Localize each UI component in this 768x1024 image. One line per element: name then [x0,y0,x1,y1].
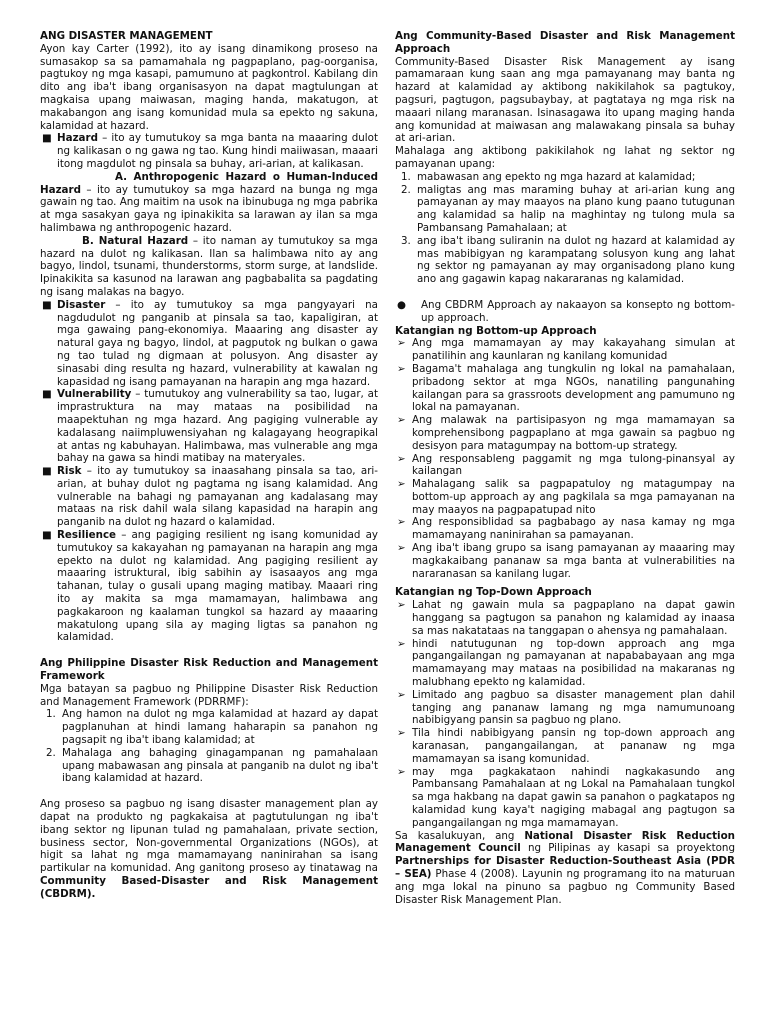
arrow-bullet-icon: ➢ [397,765,406,778]
arrow-bullet-icon: ➢ [397,688,406,701]
arrow-bullet-icon: ➢ [397,542,406,555]
top-down-item-text: Limitado ang pagbuo sa disaster management plan dahil tanging ang pananaw lamang ng mga namumunoang nabibigyang pansin sa pagbuo ng plano. [412,688,735,727]
term-definition: – tumutukoy ang vulnerability sa tao, lugar, at imprastruktura na may mataas na posibilidad na maapektuhan ng mga hazard. Ang pagiging vulnerable ay kadalasang naiimpluwensiyahan ng kalagayang heograpikal at antas ng kabuhayan. Halimbawa, mas vulnerable ang mga bahay na gawa sa hindi matibay na materyales. [57,388,378,465]
closing-text: ng Pilipinas ay kasapi sa proyektong [520,842,735,855]
participation-item-text: ang iba't ibang suliranin na dulot ng hazard at kalamidad ay mas mabibigyan ng karampatang solusyon kung ang lahat ng sektor ng pamayanan ay may organisadong plano kung ano ang gagawin kapag nakararanas ng kalamidad. [417,234,735,286]
square-bullet-icon: ■ [42,298,52,311]
arrow-bullet-icon: ➢ [397,362,406,375]
arrow-bullet-icon: ➢ [397,637,406,650]
left-column [40,30,378,901]
term-definition: – ang pagiging resilient ng isang komunidad ay tumutukoy sa kakayahan ng pamayanan na harapin ang mga epekto na dulot ng kalamidad. Ang pagiging resilient ay maaaring istruktural, ibig sabihin ay isasaayos ang mga tahanan, tulay o gusali upang maging matibay. Maaari ring ito ay makita sa mga mamamayan, halimbawa ang pagkakaroon ng kaalaman tungkol sa hazard ay maaaring makatulong upang sila ay maging ligtas sa panahon ng kalamidad. [57,529,378,644]
framework-closing [40,798,378,900]
participation-item-text: mabawasan ang epekto ng mga hazard at kalamidad; [417,170,696,183]
list-item [395,542,735,580]
closing-paragraph [395,830,735,907]
terms-list [40,299,378,645]
top-down-item-text: may mga pagkakataon nahindi nagkakasundo ang Pambansang Pamahalaan at ng Lokal na Pamahalaan tungkol sa mga hakbang na dapat gawin sa panahon o pagkatapos ng kalamidad kung kaya't nagiging mabagal ang pagtugon sa pangangailangan ng mga mamamayan. [412,765,735,829]
cbdrm-note: Ang CBDRM Approach ay nakaayon sa konsepto ng bottom-up approach. [421,298,735,324]
arrow-bullet-icon: ➢ [397,414,406,427]
list-item-term [40,388,378,465]
arrow-bullet-icon: ➢ [397,337,406,350]
top-down-item-text: Tila hindi nabibigyang pansin ng top-down approach ang karanasan, pangangailangan, at pananaw ng mga mamamayan sa isang komunidad. [412,727,735,765]
list-item [395,638,735,689]
natural-label: B. Natural Hazard [82,234,189,247]
term-label: Risk [57,465,82,478]
list-item: 2. maligtas ang mas maraming buhay at ari-arian kung ang pamayanan ay may maayos na plano kung paano tutugunan ang kalamidad sa halip na maghintay ng tulong mula sa Pambansang Pamahalaan; at [401,183,735,234]
top-down-item-text: hindi natutugunan ng top-down approach ang mga pangangailangan ng pamayanan at napababayaan ang mga mamamayang may mataas na posibilidad na makaranas ng malubhang epekto ng kalamidad. [412,637,735,689]
arrow-bullet-icon: ➢ [397,478,406,491]
top-down-list [395,599,735,829]
participation-item-text: maligtas ang mas maraming buhay at ari-arian kung ang pamayanan ay may maayos na plano kung paano tutugunan ang kalamidad sa halip na maghintay ng tulong mula sa Pambansang Pamahalaan; at [417,183,735,234]
framework-intro: Mga batayan sa pagbuo ng Philippine Disaster Risk Reduction and Management Framework (PDRRMF): [40,682,378,708]
list-item [395,689,735,727]
list-item-hazard [40,132,378,170]
pdr-sea-term: Partnerships for Disaster Reduction-Southeast Asia (PDR – SEA) [395,855,735,880]
list-item-term [40,465,378,529]
list-item-term [40,299,378,389]
list-item [395,299,735,325]
arrow-bullet-icon: ➢ [397,727,406,740]
section-title: ANG DISASTER MANAGEMENT [40,30,213,42]
list-item [395,599,735,637]
anthropogenic-label: A. Anthropogenic Hazard o Human-Induced Hazard [40,170,378,196]
cbdrm-term: Community Based-Disaster and Risk Management (CBDRM). [40,875,378,900]
top-down-heading: Katangian ng Top-Down Approach [395,586,592,599]
list-item [395,453,735,479]
bottom-up-heading: Katangian ng Bottom-up Approach [395,324,597,337]
cbdrm-heading: Ang Community-Based Disaster and Risk Management Approach [395,30,735,55]
bottom-up-item-text: Ang malawak na partisipasyon ng mga mamamayan sa komprehensibong pagpaplano at mga gawain sa pagbuo ng desisyon para matagumpay na bottom-up strategy. [412,414,735,452]
list-item [395,727,735,765]
list-item: 1. Ang hamon na dulot ng mga kalamidad at hazard ay dapat pagplanuhan at hindi lamang haharapin sa panahon ng pagsapit ng iba't ibang kalamidad; at [46,708,378,747]
bottom-up-list [395,337,735,580]
definition-hazard: – ito ay tumutukoy sa mga banta na maaaring dulot ng kalikasan o ng gawa ng tao. Kung hindi maiiwasan, maaari itong magdulot ng pinsala sa buhay, ari-arian, at kalikasan. [57,132,378,170]
list-item [395,516,735,542]
closing-text: Ang proseso sa pagbuo ng isang disaster management plan ay dapat na produkto ng pagkakaisa at pagtutulungan ng iba't ibang sektor ng lipunan tulad ng pamahalaan, private section, business sector, Non-governmental Organizations (NGOs), at higit sa lahat ng mga mamamayang naninirahan sa isang partikular na komunidad. Ang ganitong proseso ay tinatawag na [40,798,378,875]
natural-paragraph [40,235,378,299]
participation-list [395,171,735,286]
framework-heading: Ang Philippine Disaster Risk Reduction and Management Framework [40,657,378,683]
bottom-up-item-text: Ang responsableng paggamit ng mga tulong-pinansyal ay kailangan [412,452,735,478]
arrow-bullet-icon: ➢ [397,599,406,612]
anthropogenic-paragraph [40,171,378,235]
list-item [395,766,735,830]
participation-intro: Mahalaga ang aktibong pakikilahok ng lahat ng sektor ng pamayanan upang: [395,145,735,170]
bottom-up-item-text: Ang mga mamamayan ay may kakayahang simulan at panatilihin ang kaunlaran ng kanilang komunidad [412,337,735,363]
list-item: 3. ang iba't ibang suliranin na dulot ng hazard at kalamidad ay mas mabibigyan ng karampatang solusyon kung ang lahat ng sektor ng pamayanan ay may organisadong plano kung ano ang gagawin kapag nakararanas ng kalamidad. [401,234,735,286]
term-definition: – ito ay tumutukoy sa mga pangyayari na nagdudulot ng panganib at pinsala sa tao, kapaligiran, at mga gawaing pang-ekonomiya. Maaaring ang disaster ay natural gaya ng bagyo, lindol, at pagputok ng bulkan o gawa ng tao tulad ng digmaan at polusyon. Ang disaster ay sinasabi ding resulta ng hazard, vulnerability at kawalan ng kapasidad ng isang pamayanan na harapin ang mga hazard. [57,298,378,388]
right-column [395,30,735,906]
closing-text: Phase 4 (2008). Layunin ng programang ito na maturuan ang mga lokal na pinuno sa pagbuo ng Community Based Disaster Risk Management Plan. [395,868,736,906]
list-item [395,337,735,363]
term-label: Resilience [57,529,117,542]
framework-list [40,708,378,785]
anthropogenic-text: – ito ay tumutukoy sa mga hazard na bunga ng mga gawain ng tao. Ang maitim na usok na ibinubuga ng mga pabrika at mga sasakyan gaya ng ipinakikita sa larawan ay ilan sa mga halimbawa ng anthropogenic hazard. [40,183,378,234]
cbdrm-intro: Community-Based Disaster Risk Management ay isang pamamaraan kung saan ang mga pamayanang may banta ng hazard at kalamidad ay aktibong nakikilahok sa pagtukoy, pagsuri, pagtugon, pagsubaybay, at pagtataya ng mga risk na maaari nilang maranasan. Isinasagawa ito upang maging handa ang komunidad at maiwasan ang malawakang pinsala sa buhay at ari-arian. [395,55,735,145]
cbdrm-note-list [395,299,735,325]
hazard-list [40,132,378,170]
square-bullet-icon: ■ [42,388,52,401]
term-label: Vulnerability [57,388,132,401]
list-item: 1. mabawasan ang epekto ng mga hazard at kalamidad; [401,170,696,183]
term-hazard: Hazard [57,132,98,145]
list-item: 2. Mahalaga ang bahaging ginagampanan ng pamahalaan upang mabawasan ang pinsala at panganib na dulot ng iba't ibang kalamidad at hazard. [46,746,378,785]
natural-text: – ito naman ay tumutukoy sa mga hazard na dulot ng kalikasan. Ilan sa halimbawa nito ay ang bagyo, lindol, tsunami, thunderstorms, storm surge, at landslide. Ipinakikita sa kasunod na larawan ang pagbabalita sa pagdating ng isang malakas na bagyo. [40,234,378,298]
square-bullet-icon: ■ [42,529,52,542]
square-bullet-icon: ■ [42,132,52,145]
arrow-bullet-icon: ➢ [397,516,406,529]
ndrrmc-term: National Disaster Risk Reduction Management Council [395,829,735,855]
list-item [395,363,735,414]
bottom-up-item-text: Mahalagang salik sa pagpapatuloy ng matagumpay na bottom-up approach ay ang pagkilala sa mga pamayanan na may maayos na pagpapatupad nito [412,478,735,516]
top-down-item-text: Lahat ng gawain mula sa pagpaplano na dapat gawin hanggang sa pagtugon sa panahon ng kalamidad ay inaasa sa mas nakatataas na tanggapan o ahensya ng pamahalaan. [412,599,735,637]
term-definition: – ito ay tumutukoy sa inaasahang pinsala sa tao, ari-arian, at buhay dulot ng pagtama ng isang kalamidad. Ang vulnerable na bahagi ng pamayanan ang kadalasang may mataas na risk dahil wala silang kapasidad na harapin ang panganib na dulot ng hazard o kalamidad. [57,465,378,529]
framework-item-text: Mahalaga ang bahaging ginagampanan ng pamahalaan upang mabawasan ang pinsala at panganib na dulot ng iba't ibang kalamidad at hazard. [62,746,378,785]
list-item [395,414,735,452]
bottom-up-item-text: Ang responsiblidad sa pagbabago ay nasa kamay ng mga mamamayang naninirahan sa pamayanan. [412,516,735,542]
list-item [395,478,735,516]
round-bullet-icon: ● [397,298,406,311]
list-item-term [40,529,378,644]
intro-paragraph: Ayon kay Carter (1992), ito ay isang dinamikong proseso na sumasakop sa sa pamamahala ng pagpaplano, pag-oorganisa, pagtukoy ng mga kasapi, pamumuno at pagkontrol. Kabilang din dito ang iba't ibang organisasyon na dapat magtulungan at magkaisa upang maiwasan, maging handa, makatugon, at makabangon ang isang komunidad mula sa epekto ng sakuna, kalamidad at hazard. [40,42,378,132]
bottom-up-item-text: Ang iba't ibang grupo sa isang pamayanan ay maaaring may magkakaibang pananaw sa mga banta at vulnerabilities na nararanasan sa kanilang lugar. [412,542,735,580]
closing-text: Sa kasalukuyan, ang [395,829,525,842]
bottom-up-item-text: Bagama't mahalaga ang tungkulin ng lokal na pamahalaan, pribadong sektor at mga NGOs, nanatiling pangunahing kailangan para sa grassroots development ang pamumuno ng lokal na pamayanan. [412,362,735,414]
square-bullet-icon: ■ [42,465,52,478]
arrow-bullet-icon: ➢ [397,452,406,465]
framework-item-text: Ang hamon na dulot ng mga kalamidad at hazard ay dapat pagplanuhan at hindi lamang haharapin sa panahon ng pagsapit ng iba't ibang kalamidad; at [62,708,378,747]
term-label: Disaster [57,298,106,311]
